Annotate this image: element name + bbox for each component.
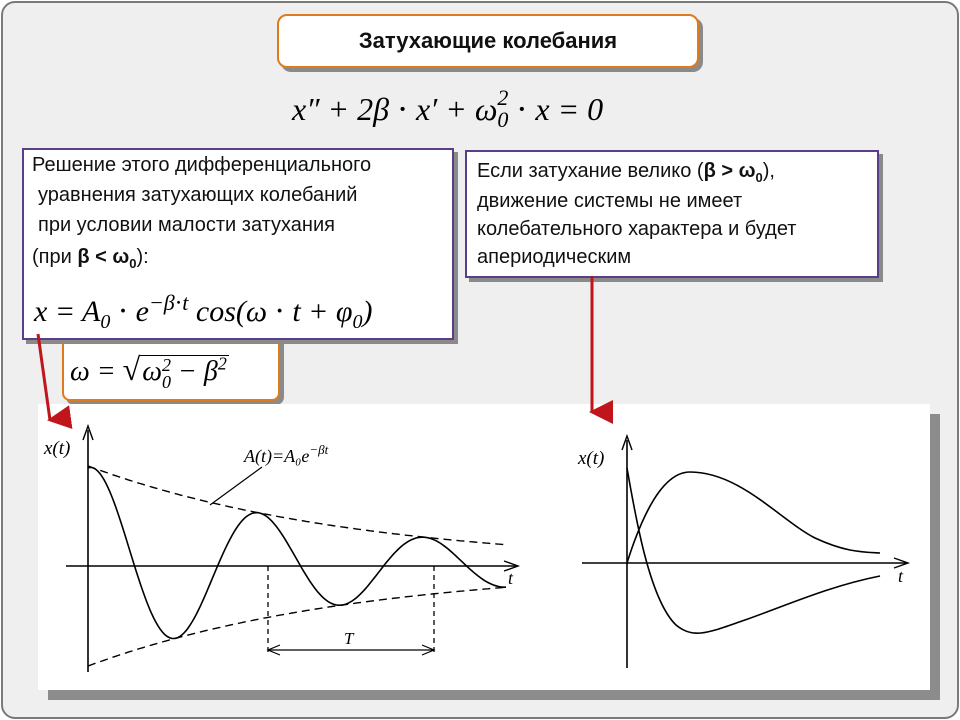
overdamped-suffix: ), [762,160,775,182]
aperiodic-curve-negative [627,468,880,633]
overdamped-subscript: 0 [755,170,763,185]
equation-subscript: 0 [497,106,509,132]
note-line: движение системы не имеет [477,190,743,212]
solution-part: cos(ω ⋅ t + φ [188,295,353,328]
solution-part: ⋅ e [110,295,149,328]
upper-envelope-curve [88,466,506,545]
right-y-label: x(t) [578,448,605,469]
solution-part: ) [362,295,373,328]
equation-part: x″ + 2 [292,91,374,127]
period-label: T [344,629,354,648]
radicand-beta: − β [171,356,218,387]
solution-part: x = A [34,295,101,328]
radicand-superscript: 2 [162,354,172,375]
aperiodic-curve-positive [627,472,880,563]
damped-oscillation-curve [88,467,506,638]
solution-exponent: −β⋅t [148,290,189,315]
left-y-label: x(t) [44,438,71,459]
overdamped-condition: β > ω [703,160,756,182]
note-line: Решение этого дифференциального [32,154,372,176]
solution-subscript: 0 [100,311,111,333]
pointer-arrow-left [38,334,50,420]
slide-title: Затухающие колебания [277,14,699,68]
solution-subscript: 0 [352,311,363,333]
condition-beta: β < ω [77,246,130,268]
right-x-label: t [898,566,904,586]
equation-part: ⋅ x′ + [389,91,475,127]
condition-prefix: (при [32,246,78,268]
envelope-label-pointer [210,467,262,505]
overdamped-prefix: Если затухание велико ( [477,160,704,182]
equation-part: ⋅ x = 0 [508,91,604,127]
left-x-label: t [508,568,514,588]
radicand-subscript: 0 [162,371,172,392]
equation-superscript: 2 [497,84,509,110]
radicand-omega: ω [142,356,163,387]
equation-beta: β [373,91,390,127]
note-line: апериодическим [477,246,632,268]
equation-omega: ω [474,91,498,127]
note-line: колебательного характера и будет [477,218,797,240]
omega-lhs: ω = [70,356,123,387]
note-line: при условии малости затухания [38,214,335,236]
radicand-superscript-2: 2 [217,353,227,374]
envelope-label: $A(t)=A_0e^{-\beta t}$ [244,442,329,466]
condition-subscript: 0 [129,256,137,271]
condition-suffix: ): [136,246,149,268]
lower-envelope-curve [88,587,506,666]
sqrt-icon: √ [122,351,141,387]
note-line: уравнения затухающих колебаний [38,184,358,206]
